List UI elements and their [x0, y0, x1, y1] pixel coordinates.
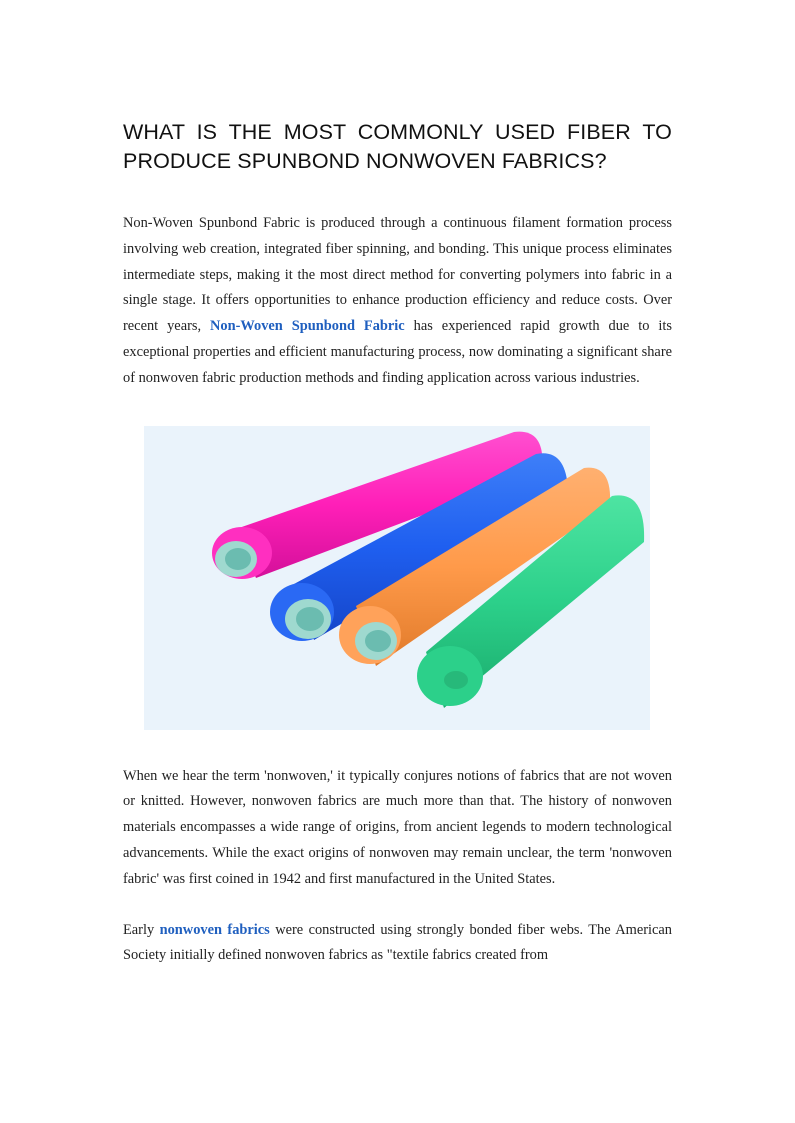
intro-paragraph — [123, 211, 672, 392]
article — [123, 118, 672, 969]
intro-text-after: has experienced rapid growth due to its exceptional properties and efficient manufacturing process, now dominating a significant share of nonwoven fabric production methods and finding application across various industries. — [123, 318, 673, 386]
spunbond-fabric-link[interactable]: Non-Woven Spunbond Fabric — [210, 318, 405, 335]
early-text-after: were constructed using strongly bonded fiber webs. The American Society initially defined nonwoven fabrics as "textile fabrics created from — [123, 921, 672, 964]
fabric-rolls-illustration — [144, 426, 650, 730]
early-text-before: Early — [123, 921, 160, 938]
fabric-rolls-image — [144, 426, 650, 730]
early-nonwoven-paragraph — [123, 918, 672, 970]
article-title: WHAT IS THE MOST COMMONLY USED FIBER TO PRODUCE SPUNBOND NONWOVEN FABRICS? — [123, 120, 672, 173]
history-paragraph: When we hear the term 'nonwoven,' it typically conjures notions of fabrics that are not woven or knitted. However, nonwoven fabrics are much more than that. The history of nonwoven materials encompasses a wide range of origins, from ancient legends to modern technological advancements. While the exact origins of nonwoven may remain unclear, the term 'nonwoven fabric' was first coined in 1942 and first manufactured in the United States. — [123, 767, 672, 887]
nonwoven-fabrics-link[interactable]: nonwoven fabrics — [159, 921, 270, 938]
intro-text-before: Non-Woven Spunbond Fabric is produced through a continuous filament formation process involving web creation, integrated fiber spinning, and bonding. This unique process eliminates intermediate steps, making it the most direct method for converting polymers into fabric in a single stage. It offers opportunities to enhance production efficiency and reduce costs. Over recent years, — [123, 215, 672, 335]
